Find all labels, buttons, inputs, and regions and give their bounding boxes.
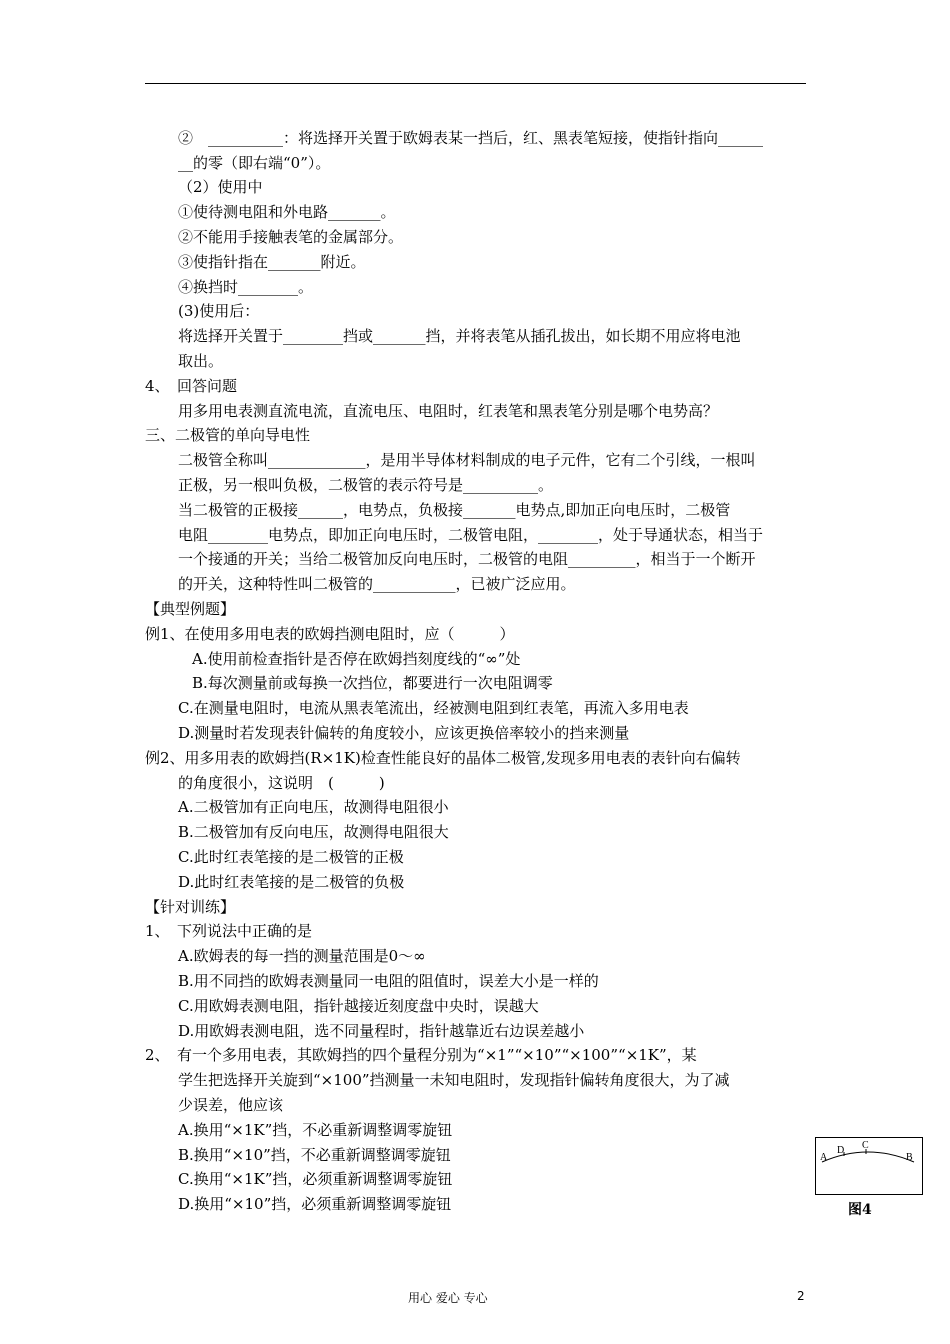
- option: A.欧姆表的每一挡的测量范围是0～∞: [178, 947, 426, 965]
- label-d: D: [837, 1145, 845, 1156]
- text-line: 用多用电表测直流电流，直流电压、电阻时，红表笔和黑表笔分别是哪个电势高？: [178, 402, 719, 420]
- text-line: ② __________：将选择开关置于欧姆表某一挡后，红、黑表笔短接，使指针指向______: [178, 129, 764, 147]
- text-line: 二极管全称叫_____________，是用半导体材料制成的电子元件，它有二个引线，一根叫: [178, 451, 756, 469]
- option: C.在测量电阻时，电流从黑表笔流出，经被测电阻到红表笔，再流入多用电表: [178, 699, 689, 717]
- text-line: （2）使用中: [178, 178, 263, 196]
- option: C.换用“×1K”挡，必须重新调整调零旋钮: [178, 1170, 453, 1188]
- text-line: 的角度很小，这说明 ( ): [178, 774, 385, 792]
- option: A.二极管加有正向电压，故测得电阻很小: [178, 798, 449, 816]
- label-a: A: [820, 1152, 828, 1163]
- option: B.每次测量前或每换一次挡位，都要进行一次电阻调零: [192, 674, 553, 692]
- option: D.用欧姆表测电阻，选不同量程时，指针越靠近右边误差越小: [178, 1022, 585, 1040]
- example-question: 例2、用多用表的欧姆挡(R×1K)检查性能良好的晶体二极管,发现多用电表的表针向右偏转: [145, 749, 741, 767]
- text-line: 当二极管的正极接______，电势点，负极接_______电势点,即加正向电压时，二极管: [178, 501, 731, 519]
- option: C.用欧姆表测电阻，指针越接近刻度盘中央时，误越大: [178, 997, 539, 1015]
- text-line: 4、 回答问题: [145, 377, 238, 395]
- text-line: ④换挡时________。: [178, 278, 314, 296]
- text-line: 少误差，他应该: [178, 1096, 284, 1114]
- text-line: 学生把选择开关旋到“×100”挡测量一未知电阻时，发现指针偏转角度很大，为了减: [178, 1071, 730, 1089]
- option: B.换用“×10”挡，不必重新调整调零旋钮: [178, 1146, 451, 1164]
- section-heading: 三、二极管的单向导电性: [145, 426, 311, 444]
- exercise-question: 1、 下列说法中正确的是: [145, 922, 313, 940]
- text-line: ③使指针指在_______附近。: [178, 253, 366, 271]
- footer-text: 用心 爱心 专心: [408, 1291, 488, 1305]
- text-line: ①使待测电阻和外电路_______。: [178, 203, 396, 221]
- section-heading: 【针对训练】: [145, 898, 236, 916]
- label-c: C: [862, 1140, 869, 1151]
- text-line: 电阻________电势点，即加正向电压时，二极管电阻，________，处于导通状态，相当于: [178, 526, 764, 544]
- label-b: B: [906, 1152, 913, 1163]
- text-line: 正极，另一根叫负极，二极管的表示符号是__________。: [178, 476, 554, 494]
- header-rule: [145, 83, 806, 84]
- option: D.此时红表笔接的是二极管的负极: [178, 873, 405, 891]
- section-heading: 【典型例题】: [145, 600, 236, 618]
- option: A.使用前检查指针是否停在欧姆挡刻度线的“∞”处: [192, 650, 521, 668]
- text-line: __的零（即右端“0”）。: [178, 154, 331, 172]
- option: B.二极管加有反向电压，故测得电阻很大: [178, 823, 449, 841]
- option: C.此时红表笔接的是二极管的正极: [178, 848, 404, 866]
- page-number: 2: [797, 1289, 805, 1303]
- figure-4-meter-scale: [815, 1137, 923, 1195]
- option: A.换用“×1K”挡，不必重新调整调零旋钮: [178, 1121, 453, 1139]
- figure-caption: 图4: [848, 1202, 872, 1218]
- text-line: 一个接通的开关；当给二极管加反向电压时，二极管的电阻_________，相当于一个断开: [178, 550, 756, 568]
- exercise-question: 2、 有一个多用电表，其欧姆挡的四个量程分别为“×1”“×10”“×100”“×1K”，某: [145, 1046, 697, 1064]
- option: B.用不同挡的欧姆表测量同一电阻的阻值时，误差大小是一样的: [178, 972, 599, 990]
- text-line: ②不能用手接触表笔的金属部分。: [178, 228, 404, 246]
- option: D.测量时若发现表针偏转的角度较小，应该更换倍率较小的挡来测量: [178, 724, 630, 742]
- text-line: (3)使用后：: [178, 302, 260, 320]
- option: D.换用“×10”挡，必须重新调整调零旋钮: [178, 1195, 452, 1213]
- scale-arc: [822, 1152, 914, 1162]
- text-line: 将选择开关置于________挡或_______挡，并将表笔从插孔拔出，如长期不用应将电池: [178, 327, 741, 345]
- text-line: 取出。: [178, 352, 224, 370]
- text-line: 的开关，这种特性叫二极管的___________，已被广泛应用。: [178, 575, 576, 593]
- example-question: 例1、在使用多用电表的欧姆挡测电阻时，应（ ）: [145, 625, 515, 643]
